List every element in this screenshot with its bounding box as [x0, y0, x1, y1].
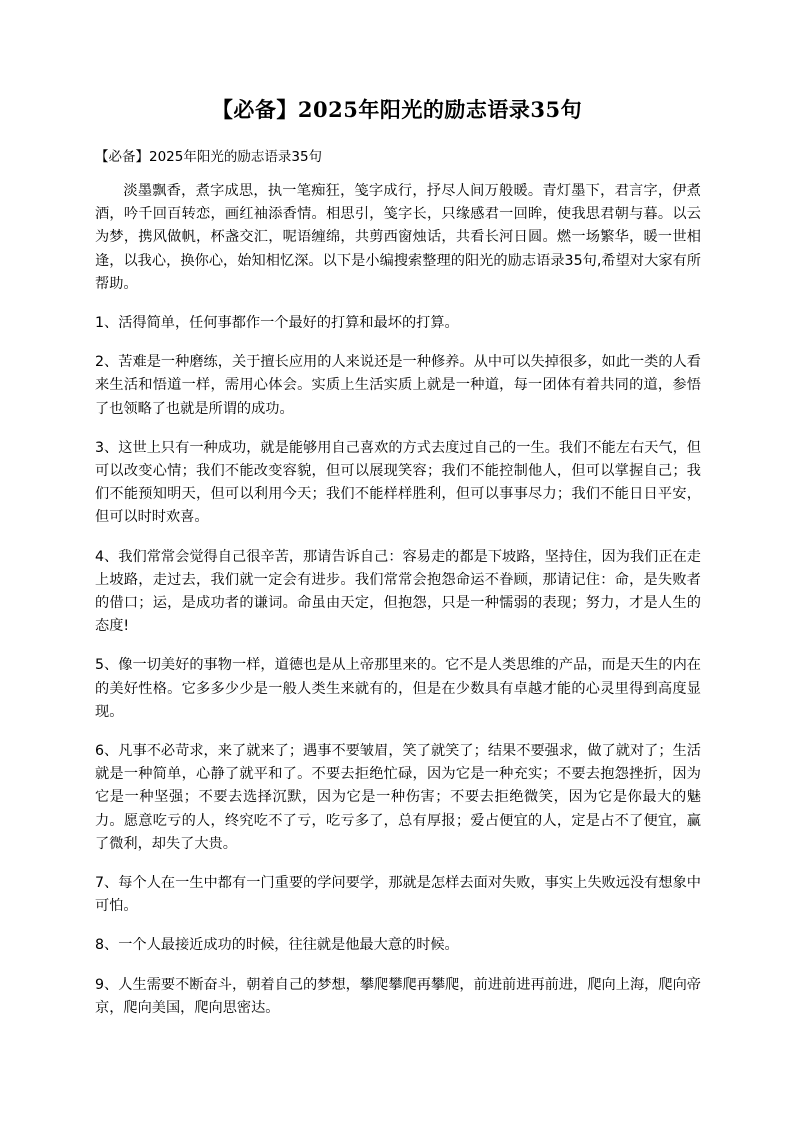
document-subtitle: 【必备】2025年阳光的励志语录35句 — [95, 149, 323, 165]
quote-paragraph-4: 4、我们常常会觉得自己很辛苦，那请告诉自己：容易走的都是下坡路，坚持住，因为我们正在走上坡路，走过去，我们就一定会有进步。我们常常会抱怨命运不眷顾，那请记住：命，是失败者的借口；运，是成功者的谦词。命虽由天定，但抱怨，只是一种懦弱的表现；努力，才是人生的态度! — [95, 548, 701, 635]
quote-paragraph-1: 1、活得简单，任何事都作一个最好的打算和最坏的打算。 — [95, 315, 459, 332]
quote-paragraph-9: 9、人生需要不断奋斗，朝着自己的梦想，攀爬攀爬再攀爬，前进前进再前进，爬向上海，爬向帝京，爬向美国，爬向思密达。 — [95, 976, 701, 1016]
quote-paragraph-6: 6、凡事不必苛求，来了就来了；遇事不要皱眉，笑了就笑了；结果不要强求，做了就对了；生活就是一种简单，心静了就平和了。不要去拒绝忙碌，因为它是一种充实；不要去抱怨挫折，因为它是一种坚强；不要去选择沉默，因为它是一种伤害；不要去拒绝微笑，因为它是你最大的魅力。愿意吃亏的人，终究吃不了亏，吃亏多了，总有厚报；爱占便宜的人，定是占不了便宜，赢了微利，却失了大贵。 — [95, 743, 701, 852]
document-body — [95, 180, 701, 1036]
intro-paragraph: 淡墨飘香，煮字成思，执一笔痴狂，笺字成行，抒尽人间万般暖。青灯墨下，君言字，伊煮酒，吟千回百转恋，画红袖添香情。相思引，笺字长，只缘感君一回眸，使我思君朝与暮。以云为梦，携风做帆，杯盏交汇，呢语缠绵，共剪西窗烛话，共看长河日圆。燃一场繁华，暖一世相逢，以我心，换你心，始知相忆深。以下是小编搜索整理的阳光的励志语录35句,希望对大家有所帮助。 — [95, 183, 701, 292]
quote-paragraph-5: 5、像一切美好的事物一样，道德也是从上帝那里来的。它不是人类思维的产品，而是天生的内在的美好性格。它多多少少是一般人类生来就有的，但是在少数具有卓越才能的心灵里得到高度显现。 — [95, 657, 701, 720]
document-title: 【必备】2025年阳光的励志语录35句 — [211, 97, 583, 122]
quote-paragraph-2: 2、苦难是一种磨练，关于擅长应用的人来说还是一种修养。从中可以失掉很多，如此一类的人看来生活和悟道一样，需用心体会。实质上生活实质上就是一种道，每一团体有着共同的道，参悟了也领略了也就是所谓的成功。 — [95, 354, 701, 417]
quote-paragraph-7: 7、每个人在一生中都有一门重要的学问要学，那就是怎样去面对失败，事实上失败远没有想象中可怕。 — [95, 875, 701, 915]
quote-paragraph-8: 8、一个人最接近成功的时候，往往就是他最大意的时候。 — [95, 937, 459, 954]
quote-paragraph-3: 3、这世上只有一种成功，就是能够用自己喜欢的方式去度过自己的一生。我们不能左右天气，但可以改变心情；我们不能改变容貌，但可以展现笑容；我们不能控制他人，但可以掌握自己；我们不能预知明天，但可以利用今天；我们不能样样胜利，但可以事事尽力；我们不能日日平安，但可以时时欢喜。 — [95, 439, 701, 526]
